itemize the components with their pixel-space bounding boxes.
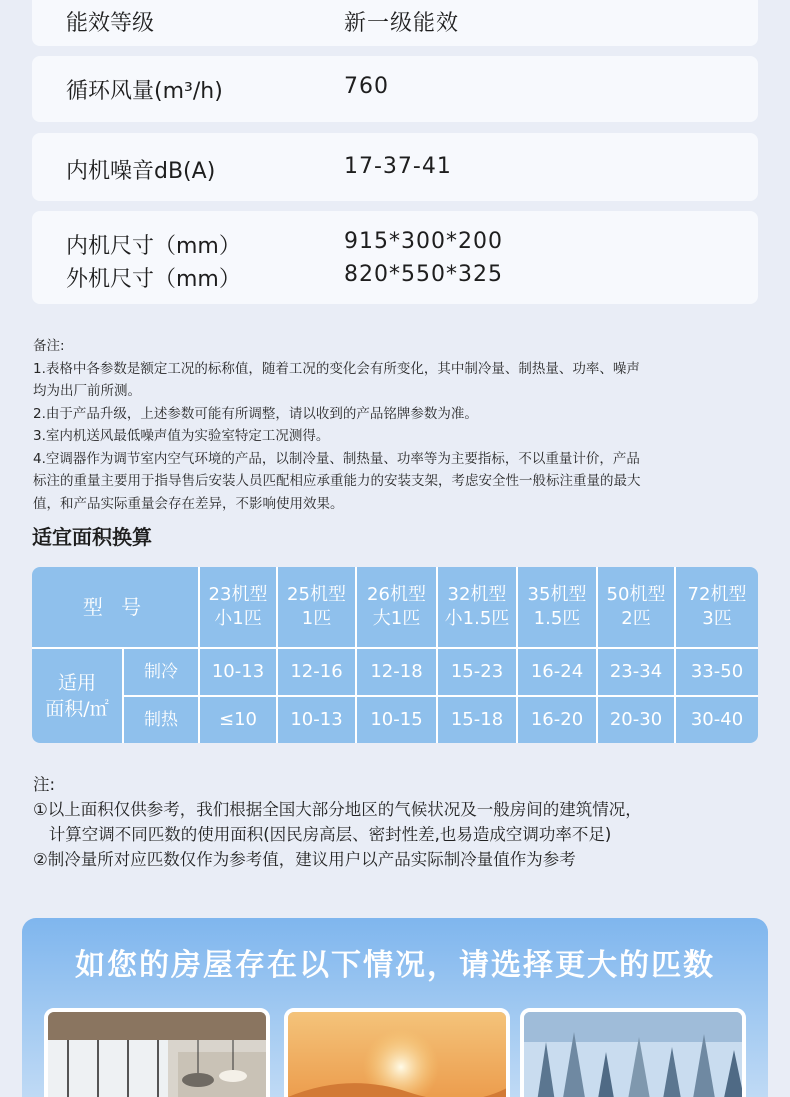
footnote-line: 计算空调不同匹数的使用面积(因民房高层、密封性差,也易造成空调功率不足)	[33, 825, 612, 844]
model-power: 大1匹	[372, 608, 421, 629]
footnote-line: ①以上面积仅供参考，我们根据全国大部分地区的气候状况及一般房间的建筑情况，	[33, 800, 642, 819]
remarks-line: 4.空调器作为调节室内空气环境的产品，以制冷量、制热量、功率等为主要指标，不以重量计价，产品	[33, 450, 640, 467]
model-cell	[676, 567, 758, 647]
cooling-value-text: 10-13	[211, 661, 265, 682]
model-name: 25机型	[287, 584, 346, 605]
area-group-line: 适用	[57, 672, 96, 694]
footnote-title: 注:	[33, 775, 56, 794]
cooling-value-text: 16-24	[530, 661, 584, 682]
heating-value	[598, 697, 674, 743]
remarks-line: 1.表格中各参数是额定工况的标称值，随着工况的变化会有所变化，其中制冷量、制热量、功率、噪声	[33, 360, 640, 377]
model-cell	[518, 567, 596, 647]
model-power: 1.5匹	[533, 608, 581, 629]
spec-value-outdoor: 820*550*325	[344, 262, 503, 287]
heating-value	[200, 697, 276, 743]
cooling-value-text: 15-23	[450, 661, 504, 682]
spec-label-outdoor: 外机尺寸（mm）	[66, 267, 241, 292]
desert-sunset-photo	[284, 1008, 510, 1097]
model-power: 2匹	[621, 608, 651, 629]
spec-row-dimensions	[32, 211, 758, 304]
spec-label: 循环风量(m³/h)	[66, 79, 223, 104]
area-group-cell	[32, 649, 122, 743]
spec-value: 760	[344, 74, 389, 99]
model-power: 3匹	[702, 608, 732, 629]
area-table	[32, 567, 758, 743]
heating-value-text: 20-30	[609, 709, 663, 730]
remarks-title: 备注:	[33, 338, 65, 354]
model-cell	[357, 567, 436, 647]
model-cell	[598, 567, 674, 647]
cooling-value-text: 23-34	[609, 661, 663, 682]
remarks-line: 值，和产品实际重量会存在差异，不影响使用效果。	[33, 495, 344, 512]
spec-value: 新一级能效	[344, 11, 460, 36]
cooling-value	[676, 649, 758, 695]
heating-value-text: 10-13	[290, 709, 343, 730]
spec-value: 17-37-41	[344, 154, 452, 179]
area-group-line: 面积/㎡	[45, 698, 109, 720]
spec-row-energy	[32, 0, 758, 46]
heating-value	[676, 697, 758, 743]
room-photo-art	[48, 1012, 270, 1097]
model-power: 1匹	[301, 608, 332, 629]
cooling-value	[357, 649, 436, 695]
desert-sunset-photo-art	[288, 1012, 510, 1097]
cooling-value-text: 12-18	[370, 661, 423, 682]
section-title: 适宜面积换算	[32, 525, 152, 549]
snow-forest-photo	[520, 1008, 746, 1097]
spec-row-airflow	[32, 56, 758, 122]
heating-value-text: ≤10	[219, 709, 257, 730]
model-power: 小1.5匹	[444, 608, 510, 629]
room-photo	[44, 1008, 270, 1097]
model-cell	[278, 567, 355, 647]
model-cell	[438, 567, 516, 647]
model-header-label: 型 号	[82, 595, 148, 619]
cooling-value	[278, 649, 355, 695]
heating-value	[518, 697, 596, 743]
heating-value	[278, 697, 355, 743]
heating-value-text: 16-20	[530, 709, 584, 730]
heating-value-text: 10-15	[370, 709, 423, 730]
heating-label-cell	[124, 697, 198, 743]
cooling-value-text: 12-16	[290, 661, 343, 682]
model-header-cell	[32, 567, 198, 647]
cooling-value	[438, 649, 516, 695]
banner	[22, 918, 768, 1097]
heating-label: 制热	[144, 710, 178, 730]
model-name: 50机型	[606, 584, 666, 605]
spec-label: 内机噪音dB(A)	[66, 159, 216, 184]
model-cell	[200, 567, 276, 647]
remarks-line: 3.室内机送风最低噪声值为实验室特定工况测得。	[33, 428, 330, 444]
model-name: 32机型	[447, 584, 507, 605]
snow-forest-photo-art	[524, 1012, 746, 1097]
heating-value	[357, 697, 436, 743]
heating-value-text: 15-18	[450, 709, 504, 730]
footnote-line: ②制冷量所对应匹数仅作为参考值，建议用户以产品实际制冷量值作为参考	[33, 850, 576, 869]
banner-title: 如您的房屋存在以下情况，请选择更大的匹数	[75, 948, 715, 983]
cooling-value	[518, 649, 596, 695]
model-name: 26机型	[367, 584, 426, 605]
spec-label: 能效等级	[66, 11, 155, 36]
spec-value-indoor: 915*300*200	[344, 229, 503, 254]
model-name: 72机型	[687, 584, 747, 605]
spec-row-noise	[32, 133, 758, 201]
remarks-line: 2.由于产品升级，上述参数可能有所调整，请以收到的产品铭牌参数为准。	[33, 405, 478, 422]
cooling-label: 制冷	[144, 662, 178, 682]
model-power: 小1匹	[214, 608, 262, 629]
model-name: 23机型	[208, 584, 268, 605]
heating-value-text: 30-40	[690, 709, 744, 730]
cooling-value-text: 33-50	[690, 661, 744, 682]
spec-label-indoor: 内机尺寸（mm）	[66, 234, 241, 259]
heating-value	[438, 697, 516, 743]
remarks-line: 标注的重量主要用于指导售后安装人员匹配相应承重能力的安装支架，考虑安全性一般标注重量的最大	[33, 473, 641, 489]
remarks	[33, 335, 763, 515]
remarks-line: 均为出厂前所测。	[33, 383, 141, 399]
model-name: 35机型	[527, 584, 587, 605]
cooling-label-cell	[124, 649, 198, 695]
cooling-value	[200, 649, 276, 695]
cooling-value	[598, 649, 674, 695]
